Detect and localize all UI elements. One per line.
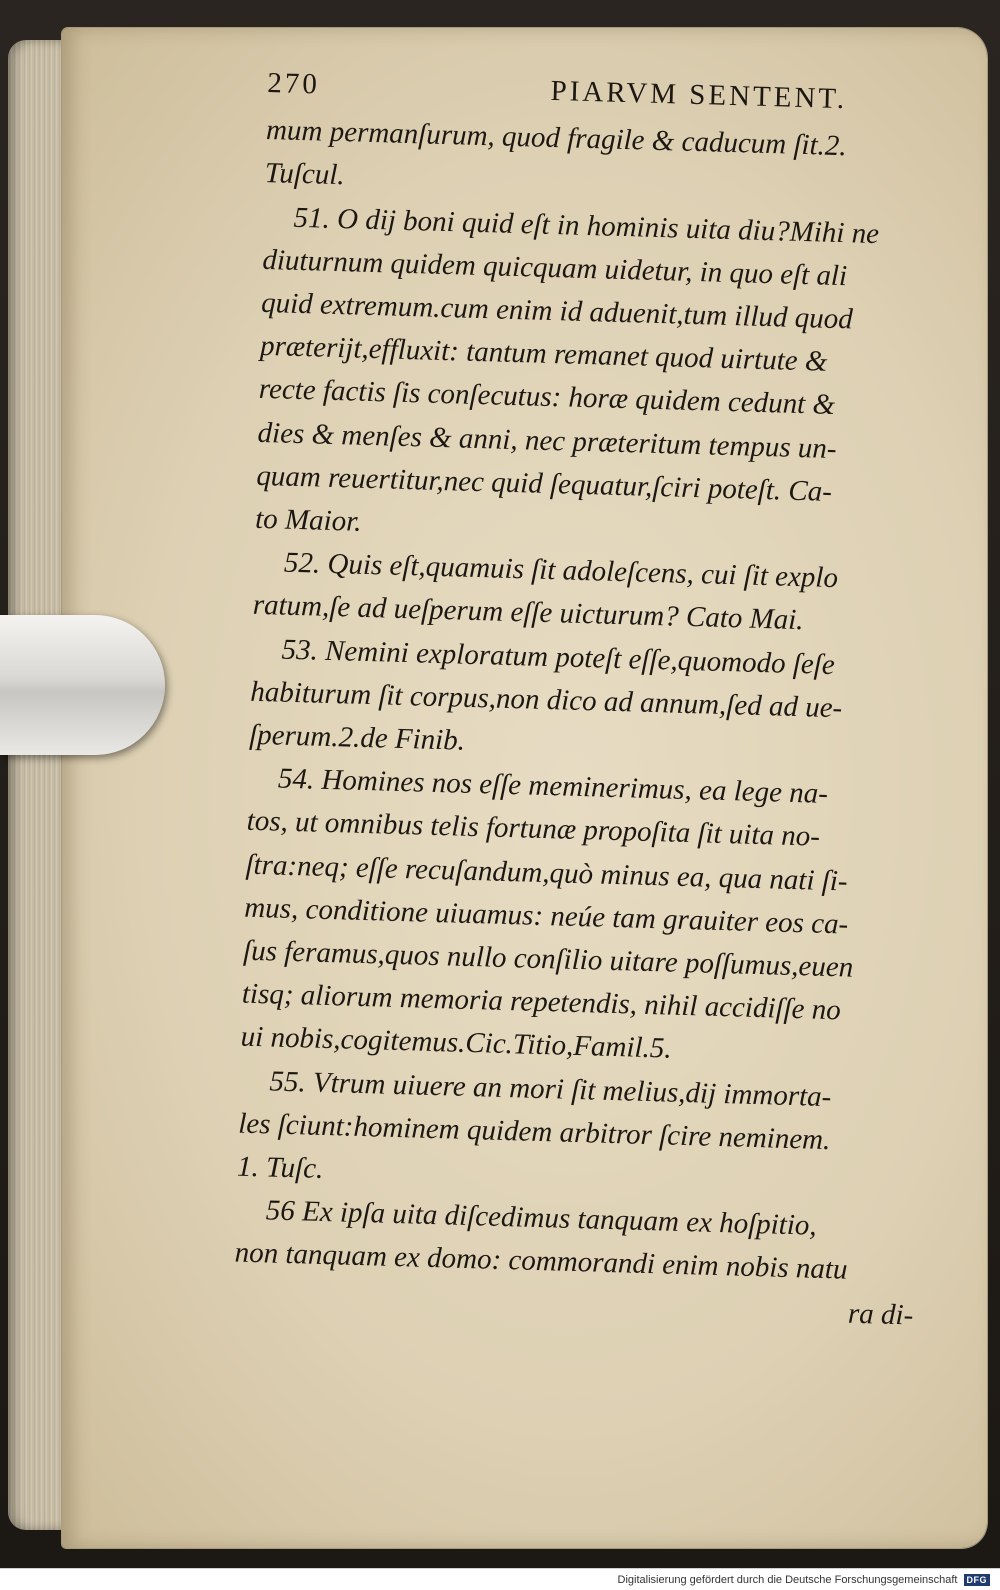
text-line: mus, conditione uiuamus: neúe tam grauiter eos ca- [243,891,849,941]
text-line: quam reuertitur,nec quid ſequatur,ſciri poteſt. Ca- [255,459,833,508]
text-line: ui nobis,cogitemus.Cic.Titio,Famil.5. [240,1021,673,1066]
text-line: 54. Homines nos eſſe meminerimus, ea lege na- [277,762,829,811]
text-line: ſtra:neq; eſſe recuſandum,quò minus ea, qua nati ſi- [245,848,849,898]
text-line: 1. Tuſc. [236,1150,324,1186]
text-line: non tanquam ex domo: commorandi enim nobis natu [234,1237,848,1287]
text-line: habiturum ſit corpus,non dico ad annum,ſed ad ue- [249,675,843,725]
page-number: 270 [266,66,321,101]
text-line: dies & menſes & anni, nec præteritum tempus un- [257,416,837,465]
text-line: tisq; aliorum memoria repetendis, nihil accidiſſe no [241,977,842,1027]
running-title: PIARVM SENTENT. [550,74,848,116]
text-line: quid extremum.cum enim id aduenit,tum illud quod [260,286,854,336]
page-clip [0,615,165,755]
footer-credit: Digitalisierung gefördert durch die Deutsche Forschungsgemeinschaft [617,1573,958,1586]
page-text [233,62,968,1338]
text-line: les ſciunt:hominem quidem arbitror ſcire neminem. [237,1107,831,1156]
text-line: 51. O dij boni quid eſt in hominis uita diu?Mihi ne [293,201,880,250]
text-line: 52. Quis eſt,quamuis ſit adoleſcens, cui ſit explo [283,546,839,595]
text-line: recte factis ſis conſecutus: horæ quidem cedunt & [258,373,836,422]
text-line: 53. Nemini exploratum poteſt eſſe,quomodo ſeſe [281,633,836,681]
text-line: mum permanſurum, quod fragile & caducum ſit.2. [265,114,848,163]
catchword: ra di- [847,1297,914,1332]
dfg-logo: DFG [964,1574,991,1586]
text-line: 55. Vtrum uiuere an mori ſit melius,dij immorta- [269,1065,832,1113]
text-line: to Maior. [254,502,362,538]
text-line: ratum,ſe ad ueſperum eſſe uicturum? Cato Mai. [252,589,804,637]
text-line: ſus feramus,quos nullo conſilio uitare poſſumus,euen [242,934,854,984]
text-line: diuturnum quidem quicquam uidetur, in quo eſt ali [262,243,848,293]
text-line: 56 Ex ipſa uita diſcedimus tanquam ex hoſpitio, [265,1194,818,1243]
text-line: ſperum.2.de Finib. [248,718,466,757]
text-line: tos, ut omnibus telis fortunæ propoſita ſit uita no- [246,805,821,854]
text-line: præterijt,effluxit: tantum remanet quod uirtute & [259,330,828,378]
text-line: Tuſcul. [264,157,346,192]
digitization-footer [0,1568,1000,1590]
